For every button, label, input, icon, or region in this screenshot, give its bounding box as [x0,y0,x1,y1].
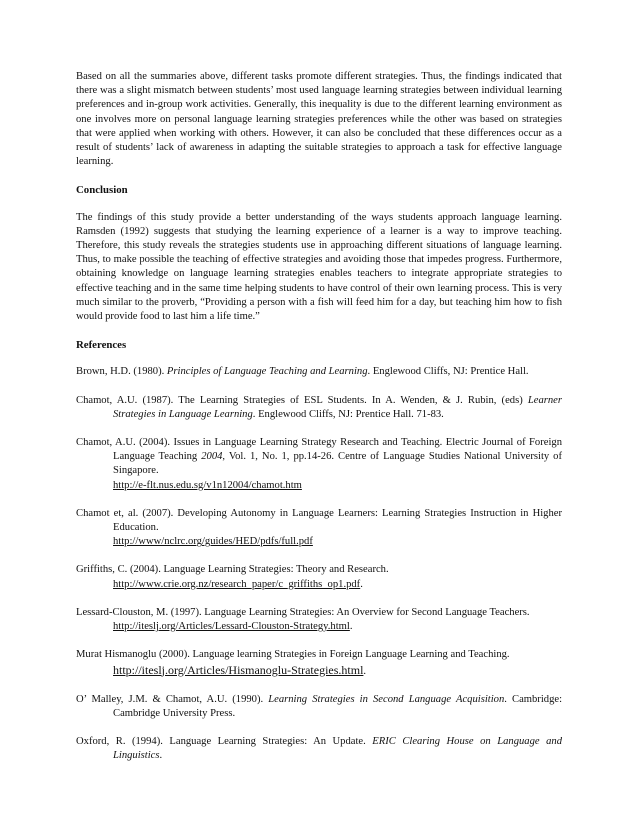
references-heading: References [76,339,127,352]
reference-item: Murat Hismanoglu (2000). Language learning Strategies in Foreign Language Learning and Teaching. http://iteslj.org/Articles/Hismanoglu-Strategies.html. [76,649,510,677]
reference-item: Chamot et, al. (2007). Developing Autonomy in Language Learners: Learning Strategies Instruction in Higher Education. http://www/nclrc.org/guides/HED/pdfs/full.pdf [76,507,562,548]
reference-item: Chamot, A.U. (1987). The Learning Strategies of ESL Students. In A. Wenden, & J. Rubin, (eds) Learner Strategies in Language Learning. Englewood Cliffs, NJ: Prentice Hall. 71-83. [76,394,562,420]
reference-item: Chamot, A.U. (2004). Issues in Language Learning Strategy Research and Teaching. Electric Journal of Foreign Language Teaching 2004, Vol. 1, No. 1, pp.14-26. Centre of Language Studies National University of Singapore. http://e-flt.nus.edu.sg/v1n12004/chamot.htm [76,437,562,491]
reference-link[interactable]: http://www.crie.org.nz/research_paper/c_griffiths_op1.pdf [113,578,361,590]
conclusion-heading: Conclusion [76,184,128,197]
intro-paragraph: Based on all the summaries above, different tasks promote different strategies. Thus, the findings indicated that there was a slight mismatch between students’ most used language learning strategies between individual learning preferences and in-group work activities. Generally, this inequality is due to the different learning environment as one involves more on personal language learning strategies preferences while the other was based on strategies that were applied when working with others. However, it can also be concluded that these differences occur as a result of students’ lack of awareness in adapting the suitable strategies to approach a task for effective language learning. [76,71,562,168]
reference-item: Oxford, R. (1994). Language Learning Strategies: An Update. ERIC Clearing House on Language and Linguistics. [76,736,562,762]
reference-link[interactable]: http://iteslj.org/Articles/Lessard-Clouston-Strategy.html [113,621,350,633]
reference-item: Brown, H.D. (1980). Principles of Language Teaching and Learning. Englewood Cliffs, NJ: Prentice Hall. [76,366,529,378]
reference-item: O’ Malley, J.M. & Chamot, A.U. (1990). Learning Strategies in Second Language Acquisition. Cambridge: Cambridge University Press. [76,693,563,719]
reference-item: Griffiths, C. (2004). Language Learning Strategies: Theory and Research. http://www.crie.org.nz/research_paper/c_griffiths_op1.pdf. [76,564,389,590]
reference-link[interactable]: http://www/nclrc.org/guides/HED/pdfs/full.pdf [113,536,313,548]
reference-item: Lessard-Clouston, M. (1997). Language Learning Strategies: An Overview for Second Language Teachers. http://iteslj.org/Articles/Lessard-Clouston-Strategy.html. [76,606,530,633]
reference-link[interactable]: http://iteslj.org/Articles/Hismanoglu-Strategies.html [113,662,364,677]
conclusion-paragraph: The findings of this study provide a better understanding of the ways students approach language learning. Ramsden (1992) suggests that studying the learning experience of a learner is a way to improve teaching. Therefore, this study reveals the strategies students use in approaching different situations of language learning. Thus, to make possible the teaching of effective strategies and avoiding those that impedes progress. Furthermore, obtaining knowledge on language learning strategies enables teachers to integrate appropriate strategies to effective teaching and in the same time helping students to have control of their own learning process. This is very much similar to the proverb, “Providing a person with a fish will feed him for a day, but teaching him how to fish would provide food to last him a life time.” [76,211,562,323]
document-page [76,70,562,778]
reference-list [76,365,562,763]
reference-link[interactable]: http://e-flt.nus.edu.sg/v1n12004/chamot.htm [113,479,302,491]
